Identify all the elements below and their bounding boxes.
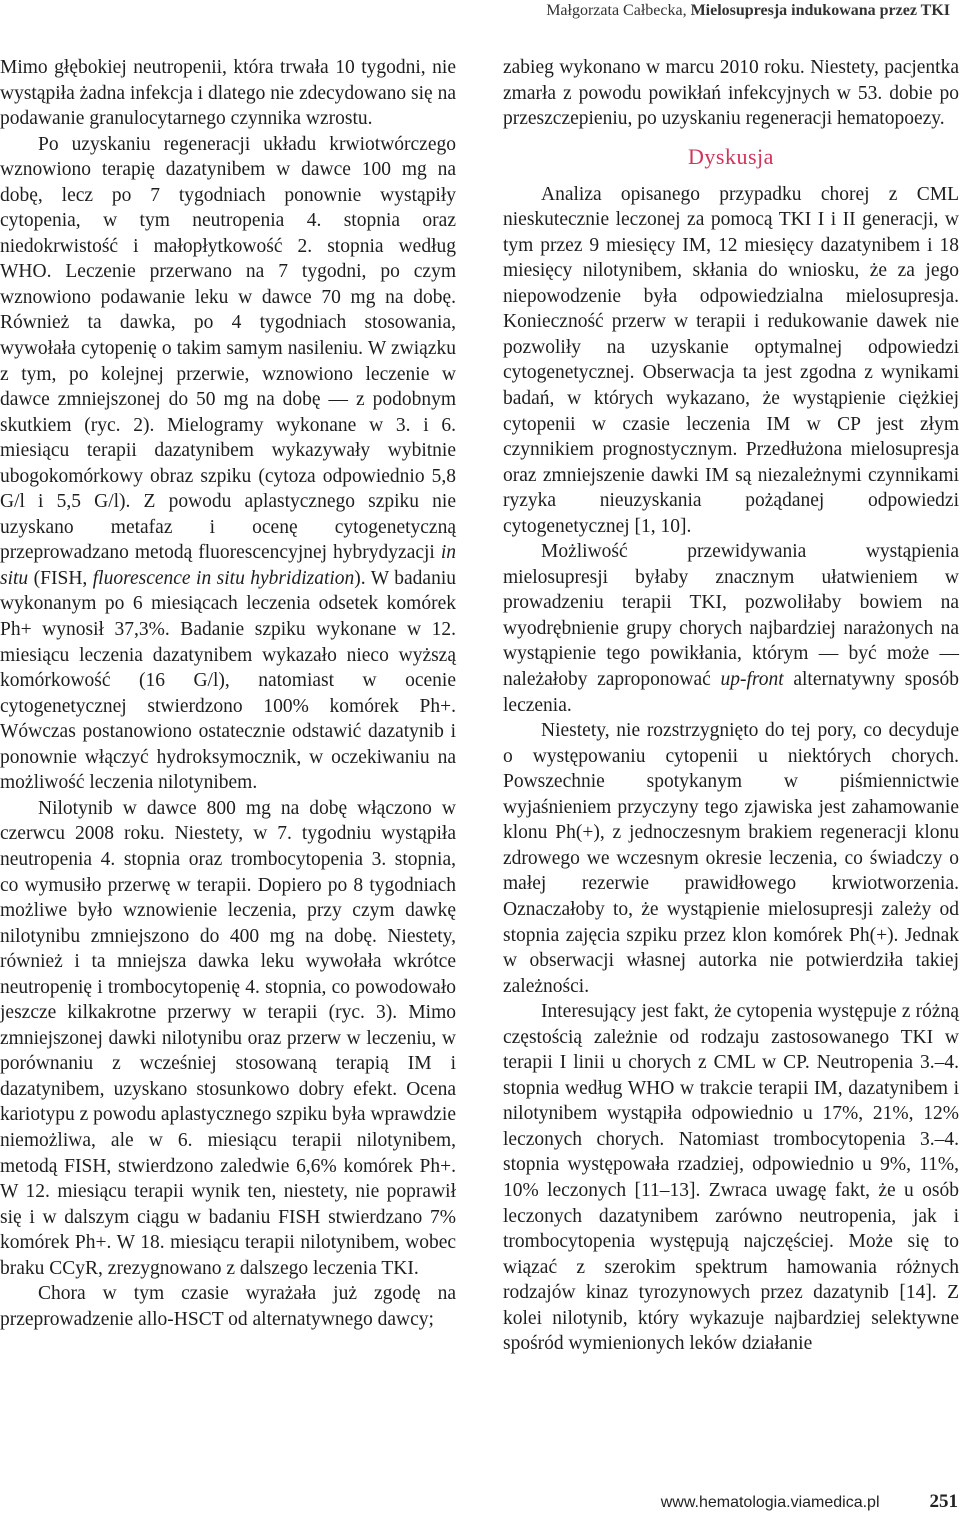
header-title: Mielosupresja indukowana przez TKI xyxy=(690,2,950,19)
paragraph: Analiza opisanego przypadku chorej z CML nieskutecznie leczonej za pomocą TKI I i II generacji, w tym przez 9 miesięcy IM, 12 miesięcy dazatynibem i 18 miesięcy nilotynibem, skłania do wniosku, że za jego niepowodzenie była odpowiedzialna mielosupresja. Konieczność przerw w terapii i redukowanie dawek nie pozwoliły na uzyskanie optymalnej odpowiedzi cytogenetycznej. Obserwacja ta jest zgodna z wynikami badań, w których wykazano, że wystąpienie ciężkiej cytopenii w czasie leczenia IM w CP jest złym czynnikiem prognostycznym. Przedłużona mielosupresja oraz zmniejszenie dawki IM są niezależnymi czynnikami ryzyka nieuzyskania pożądanej odpowiedzi cytogenetycznej [1, 10]. xyxy=(503,183,959,537)
paragraph: Interesujący jest fakt, że cytopenia występuje z różną częstością zależnie od rodzaju zastosowanego TKI w terapii I linii u chorych z CML w CP. Neutropenia 3.–4. stopnia według WHO w trakcie terapii IM, dazatynibem i nilotynibem wystąpiła odpowiednio u 17%, 21%, 12% leczonych chorych. Natomiast trombocytopenia 3.–4. stopnia występowała rzadziej, odpowiednio u 9%, 11%, 10% leczonych [11–13]. Zwraca uwagę fakt, że u osób leczonych dazatynibem zarówno neutropenia, jak i trombocytopenia występują najczęściej. Może się to wiązać z szerokim spektrum hamowania różnych rodzajów kinaz tyrozynowych przez dazatynib [14]. Z kolei nilotynib, który wykazuje najbardziej selektywne spośród wymienionych leków działanie xyxy=(503,1001,959,1355)
journal-url[interactable]: www.hematologia.viamedica.pl xyxy=(660,1494,880,1511)
paragraph: Mimo głębokiej neutropenii, która trwała 10 tygodni, nie wystąpiła żadna infekcja i dlatego nie zdecydowano się na podawanie granulocytarnego czynnika wzrostu. xyxy=(0,57,456,130)
left-column xyxy=(0,55,456,1332)
italic-term: up-front xyxy=(720,669,784,691)
page-number: 251 xyxy=(929,1491,958,1512)
paragraph xyxy=(503,539,959,718)
text-run: Możliwość przewidywania wystąpienia mielosupresji byłaby znacznym ułatwieniem w prowadzeniu terapii TKI, pozwoliłaby bowiem na wyodrębnienie grupy chorych najbardziej narażonych na wystąpienie tego powikłania, którym — być może — należałoby zaproponować xyxy=(503,541,959,691)
paragraph: Chora w tym czasie wyrażała już zgodę na przeprowadzenie allo-HSCT od alternatywnego dawcy; xyxy=(0,1283,456,1330)
right-column xyxy=(503,55,959,1357)
text-run: (FISH, xyxy=(28,567,93,589)
page-footer xyxy=(661,1491,958,1513)
text-run: alternatywny sposób leczenia. xyxy=(503,669,959,716)
italic-term: in situ xyxy=(0,542,456,589)
italic-term: fluorescence in situ hybridization xyxy=(92,567,355,589)
text-run: ). W badaniu wykonanym po 6 miesiącach leczenia odsetek komórek Ph+ wynosił 37,3%. Badanie szpiku wykonane w 12. miesiącu leczenia dazatynibem wykazało nieco wyższą komórkowość (16 G/l), natomiast w ocenie cytogenetycznej stwierdzono 100% komórek Ph+. Wówczas postanowiono ostatecznie odstawić dazatynib i ponownie włączyć hydroksymocznik, w oczekiwaniu na możliwość leczenia nilotynibem. xyxy=(0,567,457,794)
text-run: Po uzyskaniu regeneracji układu krwiotwórczego wznowiono terapię dazatynibem w dawce 100 mg na dobę, lecz po 7 tygodniach ponownie wystąpiły cytopenia, w tym neutropenia 4. stopnia oraz niedokrwistość i małopłytkowość 2. stopnia według WHO. Leczenie przerwano na 7 tygodni, po czym wznowiono podawanie leku w dawce 70 mg na dobę. Również ta dawka, po 4 tygodniach stosowania, wywołała cytopenię o takim samym nasileniu. W związku z tym, po kolejnej przerwie, wznowiono leczenie w dawce zmniejszonej do 50 mg na dobę — z podobnym skutkiem (ryc. 2). Mielogramy wykonane w 3. i 6. miesiącu terapii dazatynibem wykazywały wybitnie ubogokomórkowy obraz szpiku (cytoza odpowiednio 5,8 G/l i 5,5 G/l). Z powodu aplastycznego szpiku nie uzyskano metafaz i ocenę cytogenetyczną przeprowadzano metodą fluorescencyjnej hybrydyzacji xyxy=(0,133,456,564)
running-header xyxy=(546,2,950,20)
paragraph xyxy=(0,132,456,796)
paragraph: Niestety, nie rozstrzygnięto do tej pory, co decyduje o występowaniu cytopenii u niektórych chorych. Powszechnie spotykanym w piśmiennictwie wyjaśnieniem przyczyny tego zjawiska jest zahamowanie klonu Ph(+), z jednoczesnym brakiem regeneracji klonu zdrowego we wczesnym okresie leczenia, co świadczy o małej rezerwie prawidłowego krwiotworzenia. Oznaczałoby to, że wystąpienie mielosupresji zależy od stopnia zajęcia szpiku przez klon komórek Ph(+). Jednak w obserwacji własnej autorka nie potwierdziła takiej zależności. xyxy=(503,720,959,997)
section-heading: Dyskusja xyxy=(688,143,774,169)
header-author: Małgorzata Całbecka, xyxy=(546,2,691,19)
paragraph: zabieg wykonano w marcu 2010 roku. Niestety, pacjentka zmarła z powodu powikłań infekcyjnych w 53. dobie po przeszczepieniu, po uzyskaniu regeneracji hematopoezy. xyxy=(503,57,959,130)
paragraph: Nilotynib w dawce 800 mg na dobę włączono w czerwcu 2008 roku. Niestety, w 7. tygodniu wystąpiła neutropenia 4. stopnia oraz trombocytopenia 3. stopnia, co wymusiło przerwę w terapii. Dopiero po 8 tygodniach możliwe było wznowienie leczenia, przy czym dawkę nilotynibu zmniejszono do 400 mg na dobę. Niestety, również i ta mniejsza dawka leku wywołała wkrótce neutropenię i trombocytopenię 4. stopnia, co powodowało jeszcze kilkakrotne przerwy w terapii (ryc. 3). Mimo zmniejszonej dawki nilotynibu oraz przerw w leczeniu, w porównaniu z wcześniej stosowaną terapią IM i dazatynibem, uzyskano stosunkowo dobry efekt. Ocena kariotypu z powodu aplastycznego szpiku była wprawdzie niemożliwa, ale w 6. miesiącu terapii nilotynibem, metodą FISH, stwierdzono zaledwie 6,6% komórek Ph+. W 12. miesiącu terapii wynik ten, niestety, nie poprawił się i w dalszym ciągu w badaniu FISH stwierdzano 7% komórek Ph+. W 18. miesiącu terapii nilotynibem, wobec braku CCyR, zrezygnowano z dalszego leczenia TKI. xyxy=(0,797,456,1279)
